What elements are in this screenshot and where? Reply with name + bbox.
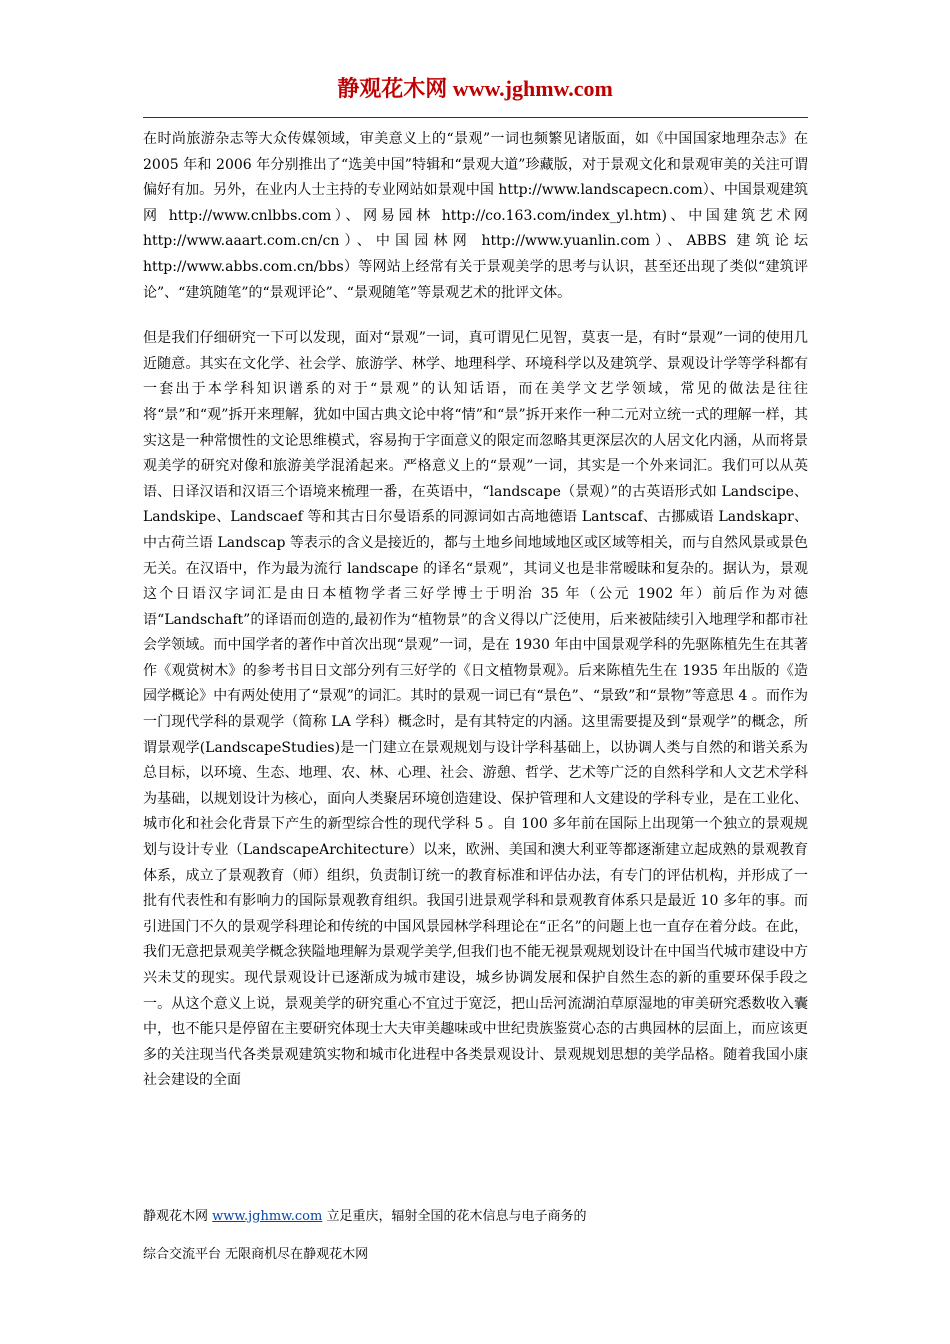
page-footer [143, 1207, 808, 1265]
page-header-title: 静观花木网 www.jghmw.com [337, 76, 613, 101]
footer-tagline: 立足重庆，辐射全国的花木信息与电子商务的 [322, 1209, 587, 1224]
header-divider [143, 117, 808, 118]
footer-site-name: 静观花木网 [143, 1209, 213, 1224]
paragraph-1: 在时尚旅游杂志等大众传媒领域，审美意义上的“景观”一词也频繁见诸版面，如《中国国家地理杂志》在 2005 年和 2006 年分别推出了“选美中国”特辑和“景观大道”珍藏版，对于景观文化和景观审美的关注可谓偏好有加。另外，在业内人士主持的专业网站如景观中国 http://www.landscapecn.com）、中国景观建筑网 http://www.cnlbbs.com）、网易园林 http://co.163.com/index_yl.htm)、中国建筑艺术网 http://www.aaart.com.cn/cn）、中国园林网 http://www.yuanlin.com）、ABBS 建筑论坛 http://www.abbs.com.cn/bbs）等网站上经常有关于景观美学的思考与认识，甚至还出现了类似“建筑评论”、“建筑随笔”的“景观评论”、“景观随笔”等景观艺术的批评文体。 [143, 131, 808, 301]
footer-site-link[interactable]: www.jghmw.com [212, 1209, 323, 1224]
document-body [143, 127, 808, 1094]
footer-line-2: 综合交流平台 无限商机尽在静观花木网 [143, 1247, 369, 1262]
footer-line-1 [143, 1207, 808, 1227]
paragraph-2: 但是我们仔细研究一下可以发现，面对“景观”一词，真可谓见仁见智，莫衷一是，有时“景观”一词的使用几近随意。其实在文化学、社会学、旅游学、林学、地理科学、环境科学以及建筑学、景观设计学等学科都有一套出于本学科知识谱系的对于“景观”的认知话语，而在美学文艺学领域，常见的做法是往往将“景”和“观”拆开来理解，犹如中国古典文论中将“情”和“景”拆开来作一种二元对立统一式的理解一样，其实这是一种常惯性的文论思维模式，容易拘于字面意义的限定而忽略其更深层次的人居文化内涵，从而将景观美学的研究对像和旅游美学混淆起来。严格意义上的“景观”一词，其实是一个外来词汇。我们可以从英语、日译汉语和汉语三个语境来梳理一番，在英语中，“landscape（景观）”的古英语形式如 Landscipe、Landskipe、Landscaef 等和其古日尔曼语系的同源词如古高地德语 Lantscaf、古挪威语 Landskapr、中古荷兰语 Landscap 等表示的含义是接近的，都与土地乡间地域地区或区域等相关，而与自然风景或景色无关。在汉语中，作为最为流行 landscape 的译名“景观”，其词义也是非常暧昧和复杂的。据认为，景观这个日语汉字词汇是由日本植物学者三好学博士于明治 35 年（公元 1902 年）前后作为对德语“Landschaft”的译语而创造的,最初作为“植物景”的含义得以广泛使用，后来被陆续引入地理学和都市社会学领域。而中国学者的著作中首次出现“景观”一词，是在 1930 年由中国景观学科的先驱陈植先生在其著作《观赏树木》的参考书目日文部分列有三好学的《日文植物景观》。后来陈植先生在 1935 年出版的《造园学概论》中有两处使用了“景观”的词汇。其时的景观一词已有“景色”、“景致”和“景物”等意思 4 。而作为一门现代学科的景观学（简称 LA 学科）概念时，是有其特定的内涵。这里需要提及到“景观学”的概念，所谓景观学(LandscapeStudies)是一门建立在景观规划与设计学科基础上，以协调人类与自然的和谐关系为总目标，以环境、生态、地理、农、林、心理、社会、游憩、哲学、艺术等广泛的自然科学和人文艺术学科为基础，以规划设计为核心，面向人类聚居环境创造建设、保护管理和人文建设的学科专业，是在工业化、城市化和社会化背景下产生的新型综合性的现代学科 5 。自 100 多年前在国际上出现第一个独立的景观规划与设计专业（LandscapeArchitecture）以来，欧洲、美国和澳大利亚等都逐渐建立起成熟的景观教育体系，成立了景观教育（师）组织，负责制订统一的教育标准和评估办法，有专门的评估机构，并形成了一批有代表性和有影响力的国际景观教育组织。我国引进景观学科和景观教育体系只是最近 10 多年的事。而引进国门不久的景观学科理论和传统的中国风景园林学科理论在“正名”的问题上也一直存在着分歧。在此，我们无意把景观美学概念狭隘地理解为景观学美学,但我们也不能无视景观规划设计在中国当代城市建设中方兴未艾的现实。现代景观设计已逐渐成为城市建设，城乡协调发展和保护自然生态的新的重要环保手段之一。从这个意义上说，景观美学的研究重心不宜过于宽泛，把山岳河流湖泊草原湿地的审美研究悉数收入囊中，也不能只是停留在主要研究体现士大夫审美趣味或中世纪贵族鉴赏心态的古典园林的层面上，而应该更多的关注现当代各类景观建筑实物和城市化进程中各类景观设计、景观规划思想的美学品格。随着我国小康社会建设的全面 [143, 330, 808, 1089]
